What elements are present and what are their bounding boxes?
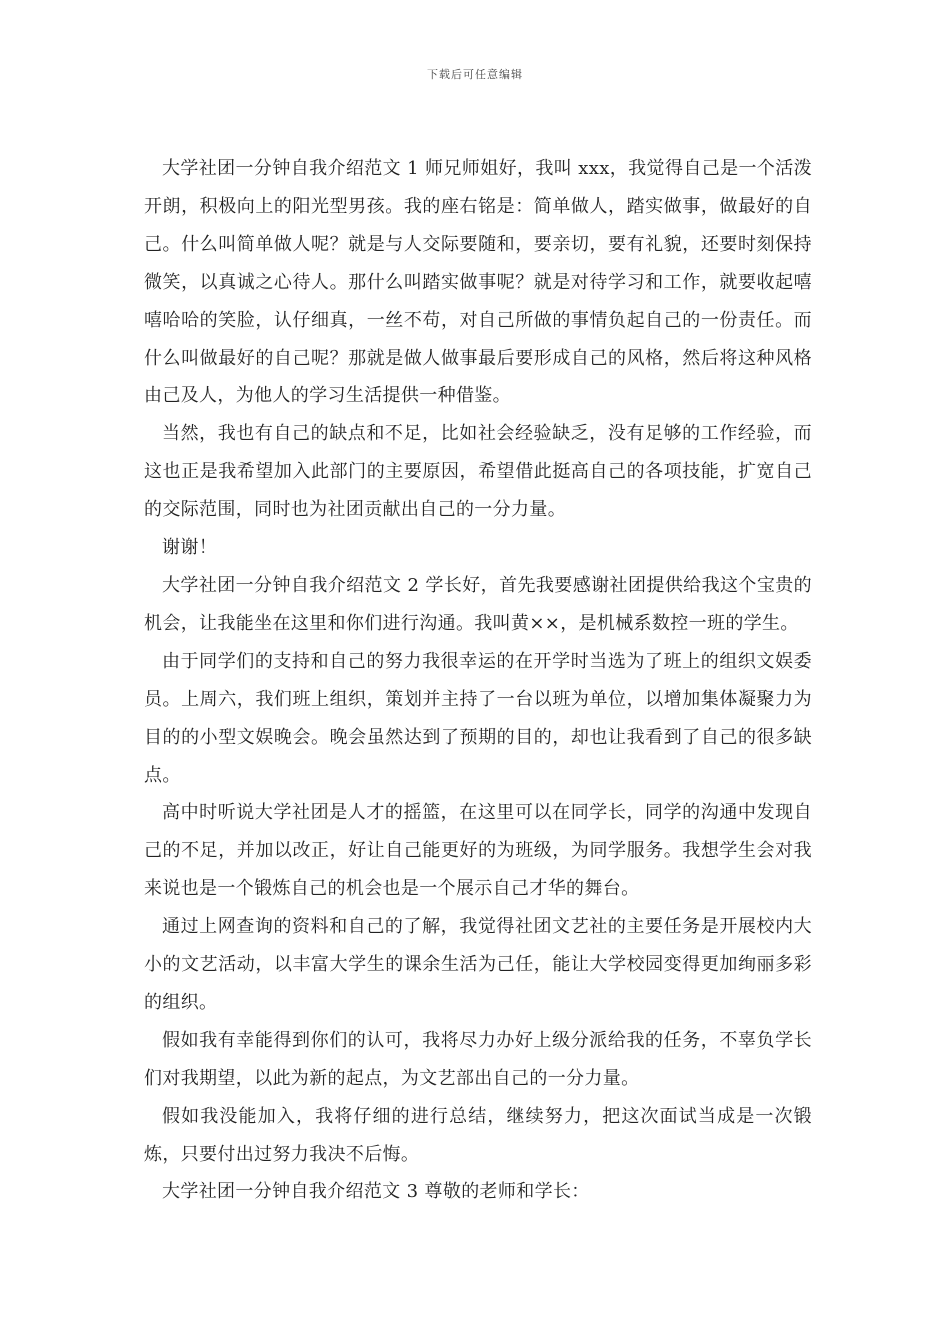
paragraph-5: 由于同学们的支持和自己的努力我很幸运的在开学时当选为了班上的组织文娱委员。上周六，我们班上组织，策划并主持了一台以班为单位，以增加集体凝聚力为目的的小型文娱晚会。晚会虽然达到了预期的目的，却也让我看到了自己的很多缺点。 xyxy=(144,650,812,786)
page-header: 下载后可任意编辑 xyxy=(427,68,523,81)
paragraph-3: 谢谢！ xyxy=(162,537,218,559)
paragraph-1: 大学社团一分钟自我介绍范文 1 师兄师姐好，我叫 xxx，我觉得自己是一个活泼开朗，积极向上的阳光型男孩。我的座右铭是：简单做人，踏实做事，做最好的自己。什么叫简单做人呢？就是与人交际要随和，要亲切，要有礼貌，还要时刻保持微笑，以真诚之心待人。那什么叫踏实做事呢？就是对待学习和工作，就要收起嘻嘻哈哈的笑脸，认仔细真，一丝不苟，对自己所做的事情负起自己的一份责任。而什么叫做最好的自己呢？那就是做人做事最后要形成自己的风格，然后将这种风格由己及人，为他人的学习生活提供一种借鉴。 xyxy=(144,158,812,407)
paragraph-2: 当然，我也有自己的缺点和不足，比如社会经验缺乏，没有足够的工作经验，而这也正是我希望加入此部门的主要原因，希望借此挺高自己的各项技能，扩宽自己的交际范围，同时也为社团贡献出自己的一分力量。 xyxy=(144,423,812,521)
document-body xyxy=(144,150,812,1211)
paragraph-7: 通过上网查询的资料和自己的了解，我觉得社团文艺社的主要任务是开展校内大小的文艺活动，以丰富大学生的课余生活为己任，能让大学校园变得更加绚丽多彩的组织。 xyxy=(144,916,812,1013)
paragraph-6: 高中时听说大学社团是人才的摇篮，在这里可以在同学长，同学的沟通中发现自己的不足，并加以改正，好让自己能更好的为班级，为同学服务。我想学生会对我来说也是一个锻炼自己的机会也是一个展示自己才华的舞台。 xyxy=(144,802,812,900)
paragraph-8: 假如我有幸能得到你们的认可，我将尽力办好上级分派给我的任务，不辜负学长们对我期望，以此为新的起点，为文艺部出自己的一分力量。 xyxy=(144,1029,812,1089)
paragraph-9: 假如我没能加入，我将仔细的进行总结，继续努力，把这次面试当成是一次锻炼，只要付出过努力我决不后悔。 xyxy=(144,1105,812,1165)
paragraph-10: 大学社团一分钟自我介绍范文 3 尊敬的老师和学长： xyxy=(162,1181,590,1203)
paragraph-4: 大学社团一分钟自我介绍范文 2 学长好，首先我要感谢社团提供给我这个宝贵的机会，让我能坐在这里和你们进行沟通。我叫黄××，是机械系数控一班的学生。 xyxy=(144,574,812,634)
